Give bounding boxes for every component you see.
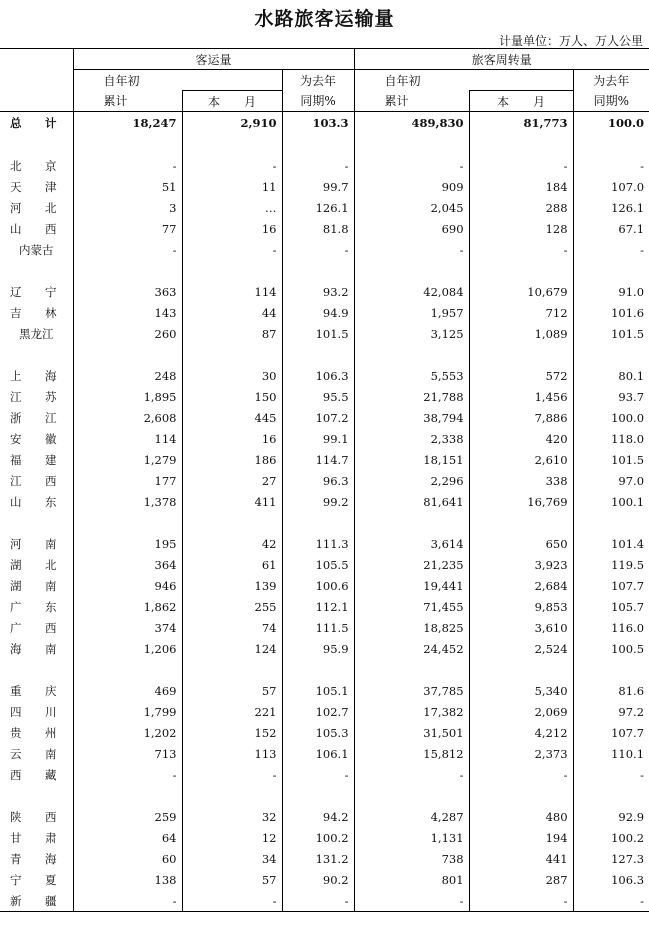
cell-pv-month: 11 xyxy=(182,176,282,197)
cell-pv-month: 32 xyxy=(182,806,282,827)
row-region-name: 内蒙古 xyxy=(19,242,54,257)
spacer-row xyxy=(0,785,649,806)
row-region-name: 广 西 xyxy=(10,620,63,635)
header-pv-yoy-bottom: 同期% xyxy=(282,91,354,112)
cell-pt-yoy: 81.6 xyxy=(573,680,649,701)
row-region-name: 浙 江 xyxy=(10,410,63,425)
cell-pt-ytd: 37,785 xyxy=(354,680,469,701)
spacer-row xyxy=(0,260,649,281)
cell-pt-ytd: 17,382 xyxy=(354,701,469,722)
table-row xyxy=(0,449,649,470)
cell-pv-month: … xyxy=(182,197,282,218)
cell-pt-month: 572 xyxy=(469,365,573,386)
row-region-name: 海 南 xyxy=(10,641,63,656)
cell-pv-month: 87 xyxy=(182,323,282,344)
cell-pt-month: 420 xyxy=(469,428,573,449)
cell-pt-yoy: - xyxy=(573,239,649,260)
cell-pt-ytd: 21,235 xyxy=(354,554,469,575)
cell-pv-ytd: - xyxy=(73,764,182,785)
cell-pv-ytd: 64 xyxy=(73,827,182,848)
cell-pt-ytd: - xyxy=(354,239,469,260)
row-region-name: 江 苏 xyxy=(10,389,63,404)
cell-pt-yoy: 116.0 xyxy=(573,617,649,638)
total-pt-month: 81,773 xyxy=(469,112,573,135)
table-row xyxy=(0,743,649,764)
cell-pv-ytd: 364 xyxy=(73,554,182,575)
table-row xyxy=(0,764,649,785)
table-row xyxy=(0,890,649,912)
table-row xyxy=(0,491,649,512)
cell-pv-month: 255 xyxy=(182,596,282,617)
cell-pv-ytd: - xyxy=(73,155,182,176)
cell-pv-month: 12 xyxy=(182,827,282,848)
cell-pt-ytd: 3,614 xyxy=(354,533,469,554)
total-pv-month: 2,910 xyxy=(182,112,282,135)
table-row xyxy=(0,323,649,344)
cell-pt-yoy: 97.2 xyxy=(573,701,649,722)
header-pv-ytd-top: 自年初 xyxy=(73,70,182,91)
cell-pv-month: 124 xyxy=(182,638,282,659)
row-region-name: 四 川 xyxy=(10,704,63,719)
cell-pt-month: 3,610 xyxy=(469,617,573,638)
cell-pt-month: 4,212 xyxy=(469,722,573,743)
cell-pv-yoy: 94.2 xyxy=(282,806,354,827)
table-row xyxy=(0,281,649,302)
unit-note: 计量单位：万人、万人公里 xyxy=(498,34,643,48)
table-row xyxy=(0,155,649,176)
table-row xyxy=(0,365,649,386)
row-region-name: 湖 南 xyxy=(10,578,63,593)
cell-pt-yoy: 101.4 xyxy=(573,533,649,554)
table-row xyxy=(0,596,649,617)
table-body xyxy=(0,112,649,912)
spacer-row xyxy=(0,344,649,365)
cell-pv-ytd: 51 xyxy=(73,176,182,197)
cell-pt-month: 480 xyxy=(469,806,573,827)
cell-pt-ytd: 38,794 xyxy=(354,407,469,428)
row-region-name: 重 庆 xyxy=(10,683,63,698)
cell-pt-month: 2,373 xyxy=(469,743,573,764)
table-row xyxy=(0,218,649,239)
cell-pv-ytd: 1,799 xyxy=(73,701,182,722)
cell-pt-yoy: 100.2 xyxy=(573,827,649,848)
cell-pt-month: 441 xyxy=(469,848,573,869)
table-row xyxy=(0,827,649,848)
table-row xyxy=(0,197,649,218)
cell-pt-yoy: 93.7 xyxy=(573,386,649,407)
cell-pt-yoy: 110.1 xyxy=(573,743,649,764)
cell-pv-ytd: 469 xyxy=(73,680,182,701)
row-region-name: 新 疆 xyxy=(0,890,73,912)
cell-pv-yoy: 106.3 xyxy=(282,365,354,386)
total-pv-yoy: 103.3 xyxy=(282,112,354,135)
table-row xyxy=(0,680,649,701)
cell-pt-ytd: 31,501 xyxy=(354,722,469,743)
header-pt-yoy-top: 为去年 xyxy=(573,70,649,91)
cell-pv-yoy: 99.7 xyxy=(282,176,354,197)
cell-pt-month: 2,069 xyxy=(469,701,573,722)
cell-pv-yoy: 131.2 xyxy=(282,848,354,869)
cell-pv-month: 16 xyxy=(182,428,282,449)
cell-pt-month: - xyxy=(469,764,573,785)
cell-pt-yoy: 100.0 xyxy=(573,407,649,428)
cell-pv-yoy: 106.1 xyxy=(282,743,354,764)
cell-pv-yoy: 100.2 xyxy=(282,827,354,848)
cell-pt-month: 2,610 xyxy=(469,449,573,470)
header-pt-ytd-bottom: 累计 xyxy=(354,91,469,112)
cell-pv-ytd: 946 xyxy=(73,575,182,596)
cell-pt-month: 1,089 xyxy=(469,323,573,344)
cell-pv-yoy: 90.2 xyxy=(282,869,354,890)
cell-pt-ytd: 19,441 xyxy=(354,575,469,596)
row-region-name: 山 东 xyxy=(10,494,63,509)
header-pt-yoy-bottom: 同期% xyxy=(573,91,649,112)
cell-pv-ytd: 138 xyxy=(73,869,182,890)
row-region-name: 陕 西 xyxy=(10,809,63,824)
cell-pt-month: 3,923 xyxy=(469,554,573,575)
cell-pv-ytd: 374 xyxy=(73,617,182,638)
table-row xyxy=(0,701,649,722)
cell-pv-yoy: - xyxy=(282,890,354,912)
cell-pt-month: 2,524 xyxy=(469,638,573,659)
cell-pv-ytd: 1,206 xyxy=(73,638,182,659)
table-row xyxy=(0,806,649,827)
cell-pt-yoy: 67.1 xyxy=(573,218,649,239)
row-region-name: 甘 肃 xyxy=(10,830,63,845)
cell-pt-ytd: - xyxy=(354,764,469,785)
header-pv-month: 本 月 xyxy=(182,91,282,112)
table-row xyxy=(0,638,649,659)
table-row xyxy=(0,533,649,554)
cell-pt-ytd: 81,641 xyxy=(354,491,469,512)
total-pv-ytd: 18,247 xyxy=(73,112,182,135)
cell-pt-yoy: 118.0 xyxy=(573,428,649,449)
cell-pv-ytd: 2,608 xyxy=(73,407,182,428)
row-region-name: 广 东 xyxy=(10,599,63,614)
row-region-name: 黑龙江 xyxy=(19,326,54,341)
cell-pv-month: 57 xyxy=(182,869,282,890)
cell-pv-month: 16 xyxy=(182,218,282,239)
cell-pt-ytd: 18,825 xyxy=(354,617,469,638)
cell-pt-ytd: 2,045 xyxy=(354,197,469,218)
cell-pt-ytd: 42,084 xyxy=(354,281,469,302)
cell-pv-month: - xyxy=(182,764,282,785)
cell-pv-ytd: 177 xyxy=(73,470,182,491)
cell-pv-month: 57 xyxy=(182,680,282,701)
cell-pv-month: 139 xyxy=(182,575,282,596)
cell-pv-yoy: 99.2 xyxy=(282,491,354,512)
cell-pt-month: 288 xyxy=(469,197,573,218)
cell-pt-yoy: 127.3 xyxy=(573,848,649,869)
cell-pt-ytd: 71,455 xyxy=(354,596,469,617)
cell-pt-yoy: 101.5 xyxy=(573,323,649,344)
total-row xyxy=(0,112,649,135)
cell-pt-month: 9,853 xyxy=(469,596,573,617)
cell-pv-ytd: 114 xyxy=(73,428,182,449)
row-region-name: 河 北 xyxy=(10,200,63,215)
cell-pt-yoy: 107.7 xyxy=(573,575,649,596)
cell-pv-ytd: 195 xyxy=(73,533,182,554)
cell-pv-ytd: 3 xyxy=(73,197,182,218)
cell-pt-ytd: 801 xyxy=(354,869,469,890)
cell-pv-month: 152 xyxy=(182,722,282,743)
row-region-name: 福 建 xyxy=(10,452,63,467)
cell-pv-month: 61 xyxy=(182,554,282,575)
header-pv-ytd-bottom: 累计 xyxy=(73,91,182,112)
table-row xyxy=(0,722,649,743)
cell-pt-yoy: - xyxy=(573,890,649,912)
cell-pv-yoy: 105.5 xyxy=(282,554,354,575)
cell-pt-yoy: 105.7 xyxy=(573,596,649,617)
cell-pv-month: 42 xyxy=(182,533,282,554)
cell-pv-month: 113 xyxy=(182,743,282,764)
total-label: 总 计 xyxy=(10,116,63,130)
cell-pv-ytd: 713 xyxy=(73,743,182,764)
cell-pt-yoy: 107.0 xyxy=(573,176,649,197)
cell-pv-yoy: 111.5 xyxy=(282,617,354,638)
header-passenger-volume: 客运量 xyxy=(73,49,354,70)
cell-pv-ytd: 248 xyxy=(73,365,182,386)
cell-pv-ytd: - xyxy=(73,239,182,260)
cell-pt-yoy: - xyxy=(573,155,649,176)
cell-pt-month: - xyxy=(469,155,573,176)
cell-pv-yoy: 111.3 xyxy=(282,533,354,554)
cell-pt-yoy: - xyxy=(573,764,649,785)
cell-pv-yoy: 105.3 xyxy=(282,722,354,743)
cell-pv-month: 114 xyxy=(182,281,282,302)
table-row xyxy=(0,176,649,197)
cell-pt-yoy: 106.3 xyxy=(573,869,649,890)
table-row xyxy=(0,302,649,323)
cell-pv-month: 221 xyxy=(182,701,282,722)
table-row xyxy=(0,869,649,890)
cell-pt-yoy: 100.5 xyxy=(573,638,649,659)
row-region-name: 河 南 xyxy=(10,536,63,551)
cell-pv-yoy: - xyxy=(282,764,354,785)
cell-pv-ytd: 143 xyxy=(73,302,182,323)
table-row xyxy=(0,239,649,260)
row-region-name: 辽 宁 xyxy=(10,284,63,299)
table-row xyxy=(0,428,649,449)
cell-pv-yoy: 100.6 xyxy=(282,575,354,596)
cell-pv-yoy: - xyxy=(282,239,354,260)
cell-pt-ytd: 18,151 xyxy=(354,449,469,470)
cell-pv-yoy: - xyxy=(282,155,354,176)
cell-pv-yoy: 81.8 xyxy=(282,218,354,239)
cell-pv-month: 34 xyxy=(182,848,282,869)
table-row xyxy=(0,470,649,491)
cell-pt-ytd: - xyxy=(354,155,469,176)
cell-pt-ytd: 4,287 xyxy=(354,806,469,827)
cell-pv-month: - xyxy=(182,239,282,260)
cell-pt-yoy: 97.0 xyxy=(573,470,649,491)
cell-pv-yoy: 105.1 xyxy=(282,680,354,701)
row-region-name: 西 藏 xyxy=(10,767,63,782)
cell-pt-month: 10,679 xyxy=(469,281,573,302)
cell-pt-ytd: 24,452 xyxy=(354,638,469,659)
header-passenger-turnover: 旅客周转量 xyxy=(354,49,649,70)
cell-pt-yoy: 101.5 xyxy=(573,449,649,470)
cell-pv-yoy: 112.1 xyxy=(282,596,354,617)
row-region-name: 北 京 xyxy=(10,158,63,173)
cell-pv-ytd: 1,378 xyxy=(73,491,182,512)
cell-pt-month: - xyxy=(469,239,573,260)
table-row xyxy=(0,617,649,638)
cell-pt-ytd: - xyxy=(354,890,469,912)
total-pt-yoy: 100.0 xyxy=(573,112,649,135)
cell-pv-ytd: 1,895 xyxy=(73,386,182,407)
cell-pt-month: 650 xyxy=(469,533,573,554)
cell-pv-month: 150 xyxy=(182,386,282,407)
row-region-name: 山 西 xyxy=(10,221,63,236)
row-region-name: 吉 林 xyxy=(10,305,63,320)
cell-pt-month: 1,456 xyxy=(469,386,573,407)
cell-pv-yoy: 101.5 xyxy=(282,323,354,344)
cell-pt-yoy: 101.6 xyxy=(573,302,649,323)
cell-pv-month: - xyxy=(182,155,282,176)
cell-pv-yoy: 102.7 xyxy=(282,701,354,722)
cell-pv-yoy: 126.1 xyxy=(282,197,354,218)
cell-pv-month: 74 xyxy=(182,617,282,638)
page-title: 水路旅客运输量 xyxy=(254,8,395,30)
cell-pv-ytd: - xyxy=(73,890,182,912)
cell-pt-month: 194 xyxy=(469,827,573,848)
cell-pv-ytd: 260 xyxy=(73,323,182,344)
cell-pt-month: 184 xyxy=(469,176,573,197)
spacer-row xyxy=(0,659,649,680)
cell-pv-yoy: 96.3 xyxy=(282,470,354,491)
cell-pv-month: 44 xyxy=(182,302,282,323)
cell-pt-yoy: 126.1 xyxy=(573,197,649,218)
row-region-name: 青 海 xyxy=(10,851,63,866)
row-region-name: 宁 夏 xyxy=(10,872,63,887)
cell-pt-ytd: 1,957 xyxy=(354,302,469,323)
cell-pt-yoy: 80.1 xyxy=(573,365,649,386)
spacer-row xyxy=(0,134,649,155)
cell-pt-month: 5,340 xyxy=(469,680,573,701)
cell-pv-month: 411 xyxy=(182,491,282,512)
cell-pv-yoy: 95.5 xyxy=(282,386,354,407)
cell-pt-yoy: 119.5 xyxy=(573,554,649,575)
cell-pv-yoy: 94.9 xyxy=(282,302,354,323)
row-region-name: 云 南 xyxy=(10,746,63,761)
cell-pt-month: 712 xyxy=(469,302,573,323)
row-region-name: 江 西 xyxy=(10,473,63,488)
data-table xyxy=(0,48,649,912)
table-row xyxy=(0,848,649,869)
header-pt-month: 本 月 xyxy=(469,91,573,112)
cell-pv-month: - xyxy=(182,890,282,912)
cell-pv-ytd: 1,279 xyxy=(73,449,182,470)
cell-pv-yoy: 114.7 xyxy=(282,449,354,470)
cell-pv-month: 30 xyxy=(182,365,282,386)
table-row xyxy=(0,575,649,596)
cell-pv-month: 186 xyxy=(182,449,282,470)
header-blank xyxy=(0,49,73,70)
row-region-name: 安 徽 xyxy=(10,431,63,446)
cell-pt-month: 2,684 xyxy=(469,575,573,596)
cell-pv-month: 445 xyxy=(182,407,282,428)
table-row xyxy=(0,407,649,428)
cell-pv-ytd: 77 xyxy=(73,218,182,239)
cell-pt-ytd: 738 xyxy=(354,848,469,869)
cell-pt-yoy: 100.1 xyxy=(573,491,649,512)
cell-pt-month: 16,769 xyxy=(469,491,573,512)
row-region-name: 天 津 xyxy=(10,179,63,194)
cell-pt-ytd: 15,812 xyxy=(354,743,469,764)
cell-pt-ytd: 21,788 xyxy=(354,386,469,407)
header-pt-ytd-top: 自年初 xyxy=(354,70,469,91)
cell-pt-month: 128 xyxy=(469,218,573,239)
table-row xyxy=(0,554,649,575)
cell-pv-yoy: 95.9 xyxy=(282,638,354,659)
cell-pv-ytd: 1,862 xyxy=(73,596,182,617)
table-row xyxy=(0,386,649,407)
cell-pt-month: 287 xyxy=(469,869,573,890)
row-region-name: 上 海 xyxy=(10,368,63,383)
cell-pt-ytd: 690 xyxy=(354,218,469,239)
header-pv-yoy-top: 为去年 xyxy=(282,70,354,91)
cell-pt-month: 338 xyxy=(469,470,573,491)
cell-pv-ytd: 1,202 xyxy=(73,722,182,743)
cell-pt-ytd: 2,296 xyxy=(354,470,469,491)
cell-pt-month: 7,886 xyxy=(469,407,573,428)
cell-pv-ytd: 363 xyxy=(73,281,182,302)
cell-pv-yoy: 99.1 xyxy=(282,428,354,449)
cell-pt-ytd: 2,338 xyxy=(354,428,469,449)
cell-pt-yoy: 92.9 xyxy=(573,806,649,827)
cell-pt-yoy: 107.7 xyxy=(573,722,649,743)
cell-pv-yoy: 107.2 xyxy=(282,407,354,428)
cell-pv-ytd: 259 xyxy=(73,806,182,827)
cell-pt-yoy: 91.0 xyxy=(573,281,649,302)
row-region-name: 湖 北 xyxy=(10,557,63,572)
cell-pt-ytd: 909 xyxy=(354,176,469,197)
cell-pt-ytd: 3,125 xyxy=(354,323,469,344)
spacer-row xyxy=(0,512,649,533)
cell-pv-yoy: 93.2 xyxy=(282,281,354,302)
cell-pt-ytd: 1,131 xyxy=(354,827,469,848)
row-region-name: 贵 州 xyxy=(10,725,63,740)
total-pt-ytd: 489,830 xyxy=(354,112,469,135)
cell-pt-ytd: 5,553 xyxy=(354,365,469,386)
cell-pt-month: - xyxy=(469,890,573,912)
cell-pv-ytd: 60 xyxy=(73,848,182,869)
cell-pv-month: 27 xyxy=(182,470,282,491)
